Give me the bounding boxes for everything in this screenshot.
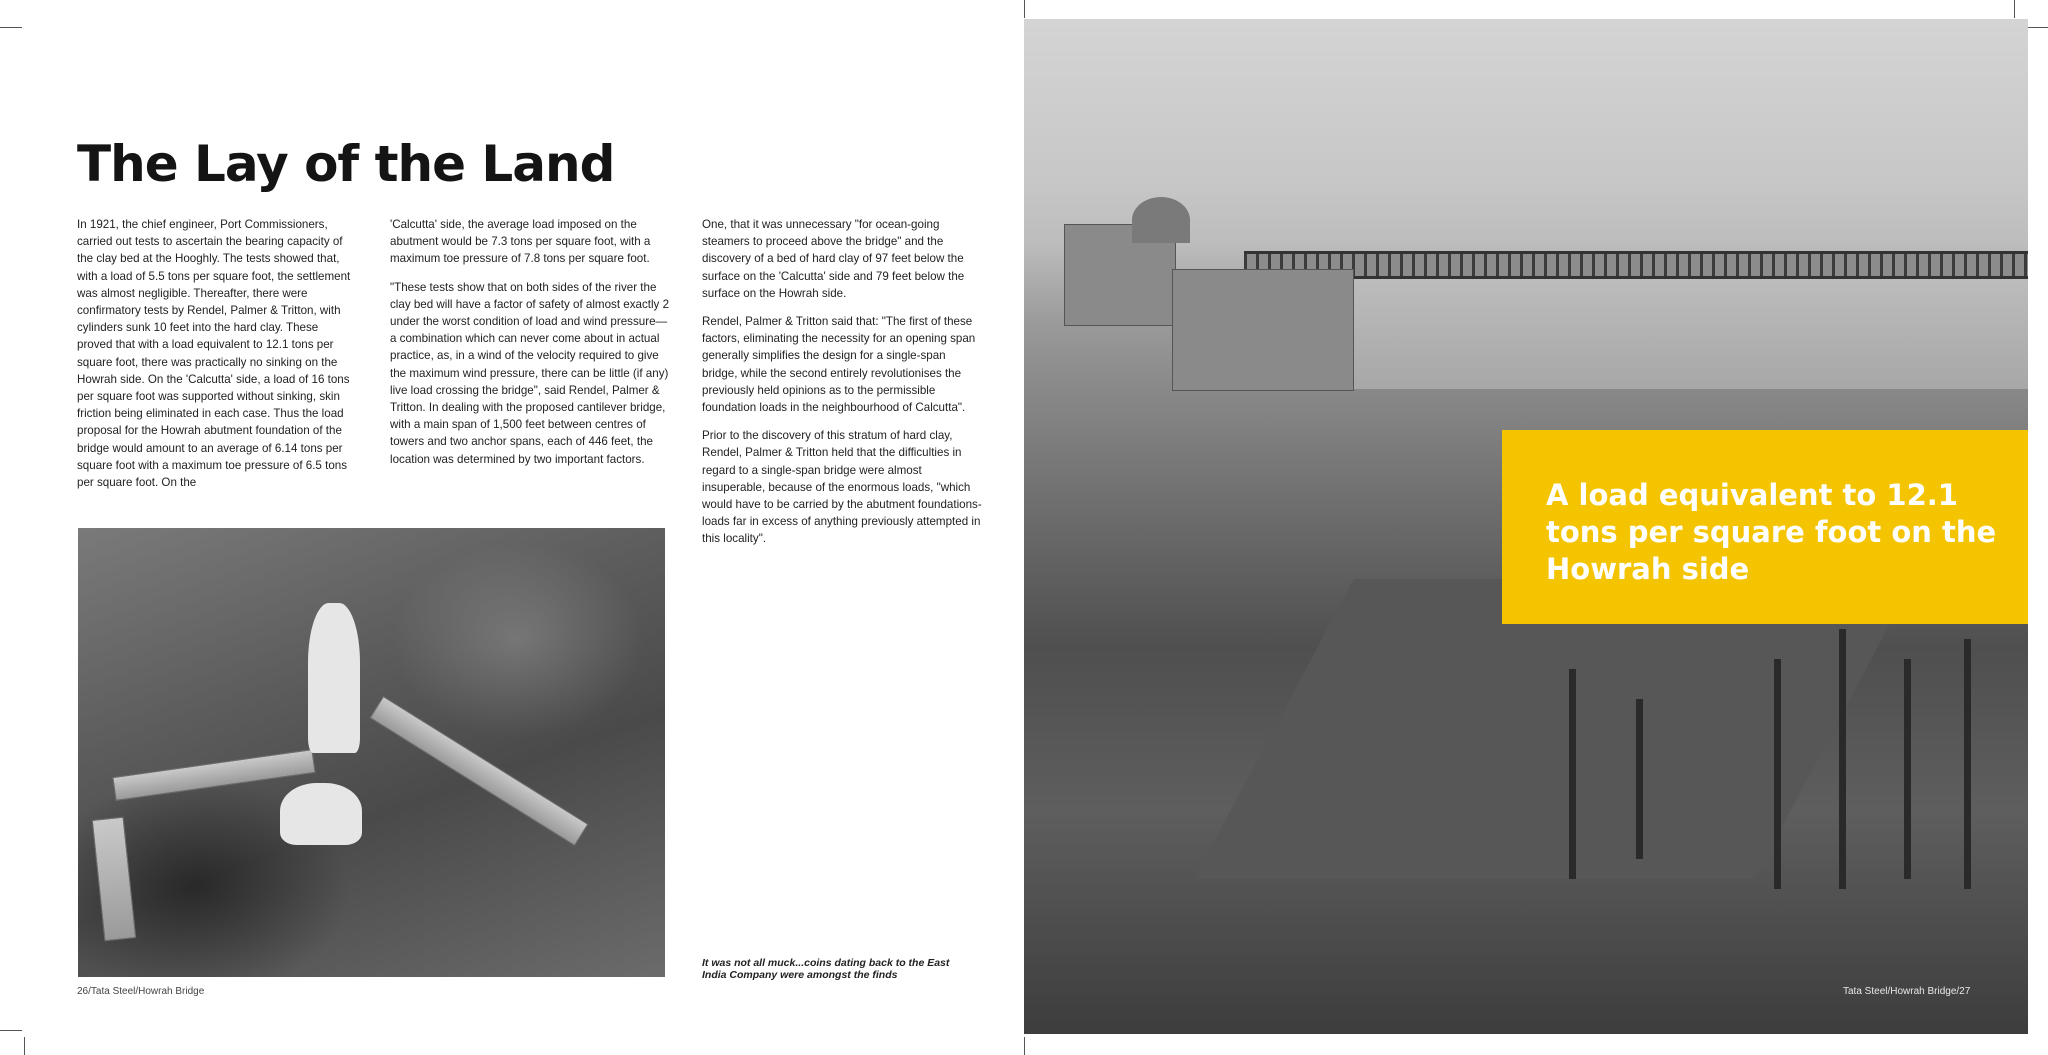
foundation-pit — [1194, 579, 1914, 879]
crop-mark — [24, 1037, 25, 1055]
crop-mark — [0, 27, 22, 28]
crop-mark — [2026, 27, 2048, 28]
paragraph: Rendel, Palmer & Tritton said that: "The first of these factors, eliminating the necessity for an opening span generally simplifies the design for a single-span bridge, while the second entirely revolutionises the previously held opinions as to the permissible foundation loads in the neighbourhood of Calcutta". — [702, 315, 976, 415]
text-column-1 — [77, 216, 355, 502]
paragraph: Prior to the discovery of this stratum of hard clay, Rendel, Palmer & Tritton held that the difficulties in regard to a single-span bridge were almost insuperable, because of the enormous loads, "which would have to be carried by the abutment foundations-loads far in excess of anything previously attempted in this locality". — [702, 429, 982, 546]
text-column-3 — [702, 216, 984, 559]
worker-figure — [280, 783, 362, 845]
crop-mark — [2014, 0, 2015, 18]
worker-figure — [308, 603, 360, 753]
timber-post — [1569, 669, 1576, 879]
timber-post — [1964, 639, 1971, 889]
paragraph: One, that it was unnecessary "for ocean-going steamers to proceed above the bridge" and the discovery of a bed of hard clay of 97 feet below the surface on the 'Calcutta' side and 79 feet below the surface on the Howrah side. — [702, 218, 965, 300]
crop-mark — [0, 1030, 22, 1031]
crop-mark — [1024, 1037, 1025, 1055]
timber-post — [1774, 659, 1781, 889]
timber-post — [1636, 699, 1643, 859]
paragraph: 'Calcutta' side, the average load imposed on the abutment would be 7.3 tons per square foot, with a maximum toe pressure of 7.8 tons per square foot. — [390, 218, 651, 266]
riverside-building — [1172, 269, 1354, 391]
pontoon-bridge — [1244, 251, 2028, 279]
excavation-photo — [78, 528, 665, 977]
wooden-plank — [92, 817, 137, 942]
page-title: The Lay of the Land — [77, 135, 615, 193]
paragraph: "These tests show that on both sides of the river the clay bed will have a factor of safety of almost exactly 2 under the worst condition of load and wind pressure—a combination which can never come about in actual practice, as, in a wind of the velocity required to give the maximum wind pressure, there can be little (if any) live load crossing the bridge", said Rendel, Palmer & Tritton. In dealing with the proposed cantilever bridge, with a main span of 1,500 feet between centres of towers and two anchor spans, each of 446 feet, the location was determined by two important factors. — [390, 280, 670, 466]
crop-mark — [1024, 0, 1025, 18]
pull-quote: A load equivalent to 12.1 tons per square foot on the Howrah side — [1546, 478, 1997, 586]
page-folio: Tata Steel/Howrah Bridge/27 — [1843, 986, 1971, 997]
timber-post — [1904, 659, 1911, 879]
wooden-plank — [369, 696, 588, 846]
pull-quote-box — [1502, 430, 2028, 624]
river-water — [1354, 279, 2028, 389]
photo-caption: It was not all muck...coins dating back to the East India Company were amongst the finds — [702, 957, 950, 981]
wooden-plank — [112, 749, 315, 801]
paragraph: In 1921, the chief engineer, Port Commissioners, carried out tests to ascertain the bearing capacity of the clay bed at the Hooghly. The tests showed that, with a load of 5.5 tons per square foot, the settlement was almost negligible. Thereafter, there were confirmatory tests by Rendel, Palmer & Tritton, with cylinders sunk 10 feet into the hard clay. These proved that with a load equivalent to 12.1 tons per square foot, there was practically no sinking on the Howrah side. On the 'Calcutta' side, a load of 16 tons per square foot was supported without sinking, skin friction being eliminated in each case. Thus the load proposal for the Howrah abutment foundation of the bridge would amount to an average of 6.14 tons per square foot with a maximum toe pressure of 6.5 tons per square foot. On the — [77, 218, 351, 490]
timber-post — [1839, 629, 1846, 889]
text-column-2 — [390, 216, 670, 479]
building-dome — [1132, 197, 1190, 243]
page-folio: 26/Tata Steel/Howrah Bridge — [77, 986, 205, 997]
